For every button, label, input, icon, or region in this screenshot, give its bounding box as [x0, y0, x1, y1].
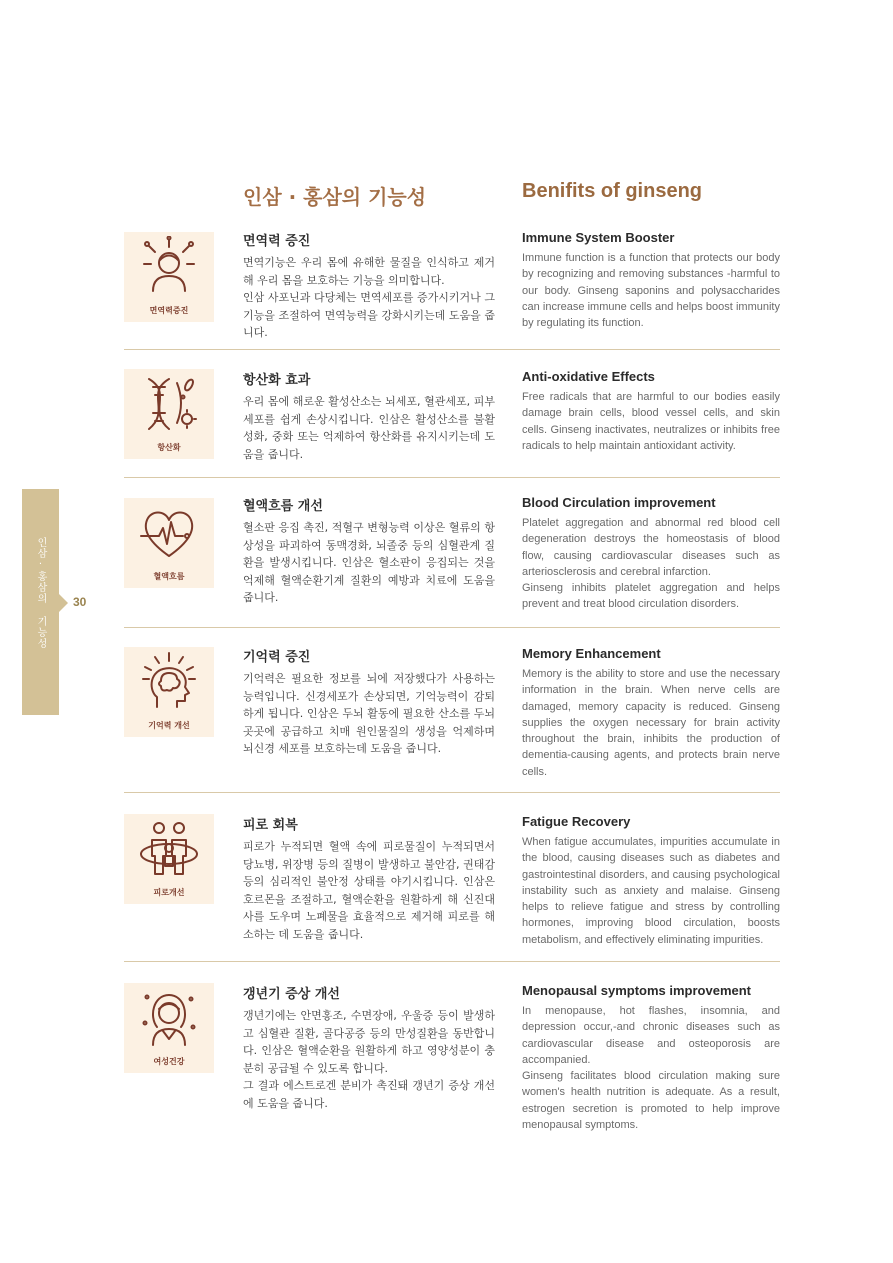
antioxidant-title-korean: 항산화 효과: [243, 373, 311, 388]
immune-english-column: [522, 230, 780, 331]
fatigue-icon-box: [124, 814, 214, 904]
blood-body-english-p1: Platelet aggregation and abnormal red blood cell degeneration destroys the homeostasis of blood flow, causing cardiovascular diseases such as arteriosclerosis and cerebral infarction.: [522, 517, 780, 578]
blood-body-english-p2: Ginseng inhibits platelet aggregation and helps prevent and treat blood circulation disorders.: [522, 582, 780, 611]
immune-title-korean: 면역력 증진: [243, 234, 311, 249]
memory-korean-column: [243, 646, 495, 758]
memory-icon-box: [124, 647, 214, 737]
menopause-body-korean-p1: 갱년기에는 안면홍조, 수면장애, 우울증 등이 발생하고 심혈관 질환, 골다공증 등의 만성질환을 동반합니다. 인삼은 혈액순환을 원활하게 하고 영양성분이 충분히 공급될 수 있도록 합니다.: [243, 1009, 495, 1075]
fatigue-korean-column: [243, 814, 495, 943]
antioxidant-body-english: [522, 389, 780, 454]
immune-body-english: [522, 250, 780, 331]
section-divider: [124, 349, 780, 350]
woman-icon: [139, 987, 199, 1047]
section-divider: [124, 627, 780, 628]
fatigue-body-english: [522, 834, 780, 948]
blood-body-korean: [243, 519, 495, 607]
memory-title-korean: 기억력 증진: [243, 650, 311, 665]
menopause-body-korean-p2: 그 결과 에스트로겐 분비가 촉진돼 갱년기 증상 개선에 도움을 줍니다.: [243, 1079, 495, 1110]
antioxidant-icon-box: [124, 369, 214, 459]
page-number: 30: [73, 595, 87, 609]
menopause-korean-column: [243, 983, 495, 1112]
memory-title-english: Memory Enhancement: [522, 646, 661, 661]
menopause-body-english-p1: In menopause, hot flashes, insomnia, and depression occur,-and chronic diseases such as cardiovascular disease and osteoporosis are accompanied.: [522, 1005, 780, 1066]
immune-body-korean: [243, 254, 495, 342]
fatigue-body-korean: [243, 838, 495, 943]
memory-body-english-p1: Memory is the ability to store and use the necessary information in the brain. When nerve cells are damaged, memory capacity is reduced. Ginseng supplies the oxygen necessary for brain activity throughout the brain, inhibits the production of dementia-causing agents, and protects brain nerve cells.: [522, 668, 780, 778]
antioxidant-english-column: [522, 369, 780, 454]
brain-head-icon: [139, 651, 199, 711]
side-tab-arrow-icon: [59, 594, 68, 612]
immune-body-korean-p2: 인삼 사포닌과 다당체는 면역세포를 증가시키거나 그 기능을 조절하여 면역능력을 강화시키는데 도움을 줍니다.: [243, 291, 495, 339]
section-divider: [124, 961, 780, 962]
immune-korean-column: [243, 230, 495, 342]
menopause-body-english-p2: Ginseng facilitates blood circulation making sure women's health nutrition is adequate. As a result, estrogen secretion is promoted to help improve menopausal symptoms.: [522, 1070, 780, 1132]
dna-icon: [139, 373, 199, 433]
menopause-english-column: [522, 983, 780, 1133]
memory-icon-label: 기억력 개선: [148, 721, 190, 730]
fatigue-body-korean-p1: 피로가 누적되면 혈액 속에 피로물질이 누적되면서 당뇨병, 위장병 등의 질병이 발생하고 불안감, 권태감 등의 심리적인 불안정 상태를 야기시킵니다. 인삼은 호르몬을 조절하고, 혈액순환을 원활하게 해 신진대사를 도우며 노폐물을 효율적으로 제거해 피로를 해소하는 데 도움을 줍니다.: [243, 840, 495, 941]
antioxidant-title-english: Anti-oxidative Effects: [522, 369, 655, 384]
blood-icon-box: [124, 498, 214, 588]
heart-pulse-icon: [139, 502, 199, 562]
menopause-title-english: Menopausal symptoms improvement: [522, 983, 751, 998]
page-title-korean: 인삼 · 홍삼의 기능성: [243, 185, 427, 209]
antioxidant-body-english-p1: Free radicals that are harmful to our bodies easily damage brain cells, blood vessel cells, and skin cells. Ginseng inactivates, neutralizes or inhibits free radicals to help maintain antioxidant activity.: [522, 391, 780, 452]
blood-title-english: Blood Circulation improvement: [522, 495, 716, 510]
antioxidant-body-korean-p1: 우리 몸에 해로운 활성산소는 뇌세포, 혈관세포, 피부세포를 쉽게 손상시킵니다. 인삼은 활성산소를 불활성화, 중화 또는 억제하여 항산화를 유지시키는데 도움을 줍니다.: [243, 395, 495, 461]
memory-english-column: [522, 646, 780, 780]
menopause-icon-box: [124, 983, 214, 1073]
immune-body-korean-p1: 면역기능은 우리 몸에 유해한 물질을 인식하고 제거해 우리 몸을 보호하는 기능을 의미합니다.: [243, 256, 495, 287]
blood-body-english: [522, 515, 780, 613]
memory-body-korean: [243, 670, 495, 758]
antioxidant-body-korean: [243, 393, 495, 463]
immune-icon-label: 면역력증진: [149, 306, 189, 315]
side-chapter-tab: [22, 489, 59, 715]
blood-icon-label: 혈액흐름: [153, 572, 185, 581]
antioxidant-icon-label: 항산화: [157, 443, 181, 452]
menopause-body-english: [522, 1003, 780, 1133]
fatigue-title-korean: 피로 회복: [243, 818, 298, 833]
blood-body-korean-p1: 혈소판 응집 촉진, 적혈구 변형능력 이상은 혈류의 항상성을 파괴하여 동맥경화, 뇌졸중 등의 심혈관계 질환을 발생시킵니다. 인삼은 혈소판이 응집되는 것을 억제해 혈액순환기계 질환의 예방과 치료에 도움을 줍니다.: [243, 521, 495, 604]
side-chapter-label: 인삼·홍삼의 기능성: [35, 537, 46, 649]
memory-body-english: [522, 666, 780, 780]
family-icon: [139, 818, 199, 878]
fatigue-english-column: [522, 814, 780, 948]
menopause-title-korean: 갱년기 증상 개선: [243, 987, 340, 1002]
fatigue-body-english-p1: When fatigue accumulates, impurities accumulate in the blood, causing diseases such as diabetes and gastrointestinal disorders, and causing psychological instability such as anxiety and malaise. Ginseng helps to relieve fatigue and stress by controlling hormones, improving blood circulation, boosts metabolism, and effectively eliminating impurities.: [522, 836, 780, 946]
page-title-english: Benifits of ginseng: [522, 180, 702, 202]
menopause-body-korean: [243, 1007, 495, 1112]
blood-title-korean: 혈액흐름 개선: [243, 499, 323, 514]
menopause-icon-label: 여성건강: [153, 1057, 185, 1066]
section-divider: [124, 477, 780, 478]
immune-icon-box: [124, 232, 214, 322]
fatigue-title-english: Fatigue Recovery: [522, 814, 631, 829]
section-divider: [124, 792, 780, 793]
immune-person-icon: [139, 236, 199, 296]
blood-korean-column: [243, 495, 495, 607]
immune-body-english-p1: Immune function is a function that protects our body by recognizing and removing substances -harmful to our body. Ginseng saponins and polysaccharides can increase immune cells and helps boost immunity by regulating its function.: [522, 252, 780, 330]
immune-title-english: Immune System Booster: [522, 230, 675, 245]
fatigue-icon-label: 피로개선: [153, 888, 185, 897]
antioxidant-korean-column: [243, 369, 495, 463]
blood-english-column: [522, 495, 780, 613]
memory-body-korean-p1: 기억력은 필요한 정보를 뇌에 저장했다가 사용하는 능력입니다. 신경세포가 손상되면, 기억능력이 감퇴하게 됩니다. 인삼은 두뇌 활동에 필요한 산소를 두뇌 곳곳에 공급하고 치매 원인물질의 생성을 억제하며 뇌신경 세포를 보호하는데 도움을 줍니다.: [243, 672, 495, 755]
